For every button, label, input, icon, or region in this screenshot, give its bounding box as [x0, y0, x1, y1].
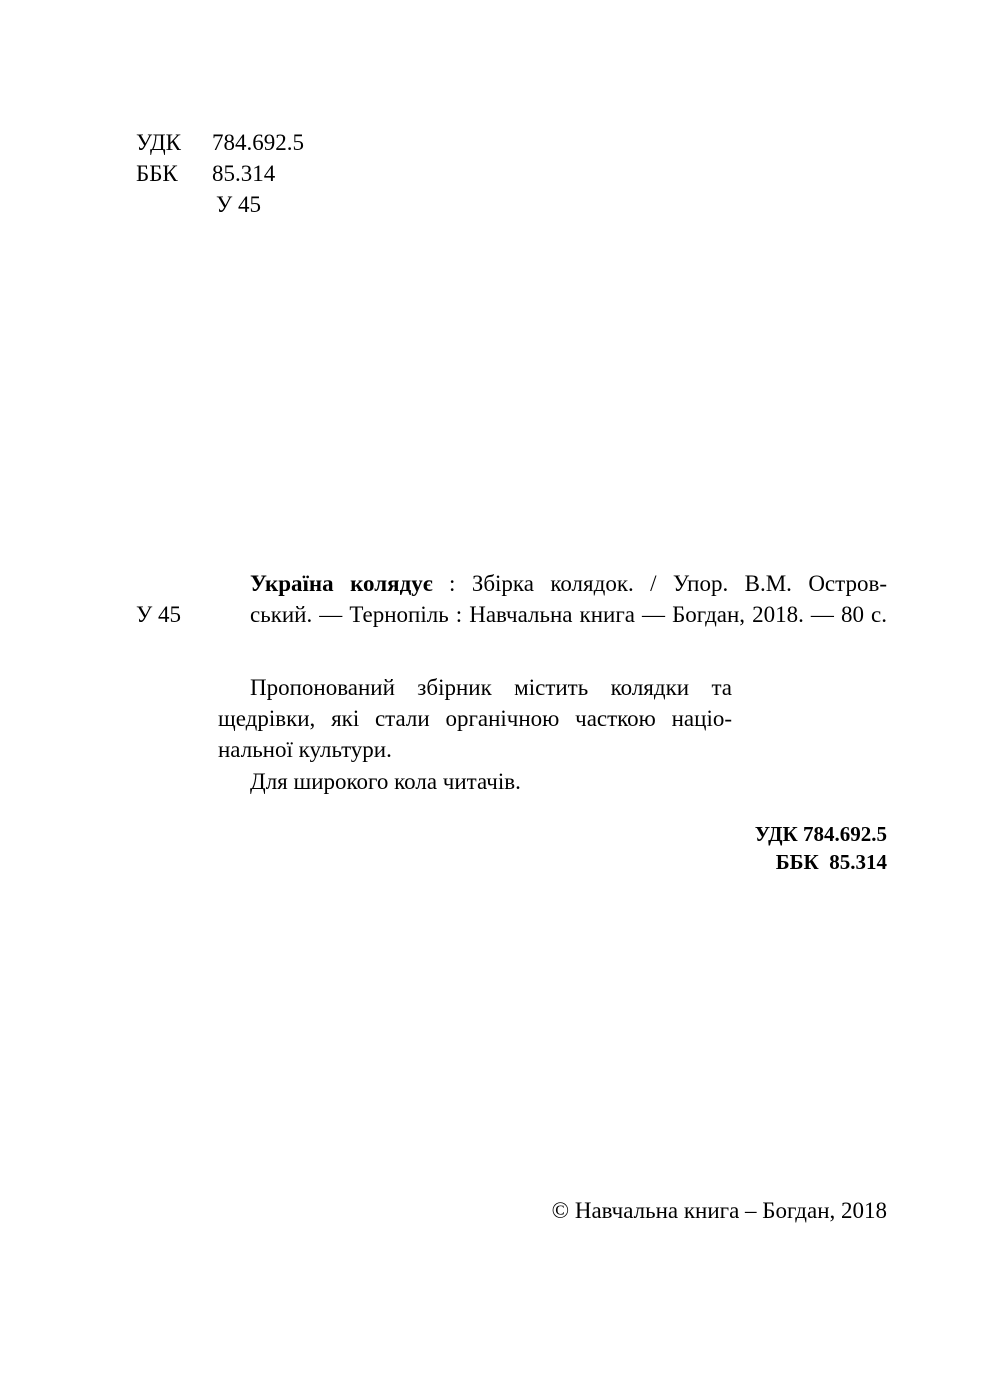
bbk-bottom: ББК 85.314: [775, 850, 887, 874]
annotation-line-3: нальної культури.: [218, 737, 392, 762]
author-mark: У 45: [136, 602, 182, 627]
copyright-notice: © Навчальна книга – Богдан, 2018: [551, 1198, 887, 1223]
udc-label: УДК: [136, 130, 181, 155]
udc-value: 784.692.5: [212, 130, 304, 155]
bibliography-details: : Збірка колядок. / Упор. В.М. Остров-: [432, 571, 887, 596]
bibliography-line-2: ський. — Тернопіль : Навчальна книга — Богдан, 2018. — 80 с.: [250, 602, 887, 627]
bbk-label: ББК: [136, 161, 178, 186]
bibliography-line-1: [250, 569, 887, 599]
author-mark-top: У 45: [216, 192, 262, 217]
udc-bottom: УДК 784.692.5: [754, 822, 887, 846]
annotation-line-2: щедрівки, які стали органічною часткою націо-: [218, 706, 732, 731]
annotation-line-4: Для широкого кола читачів.: [250, 769, 521, 794]
book-title: Україна колядує: [250, 571, 433, 596]
bbk-value: 85.314: [212, 161, 276, 186]
annotation-line-1: Пропонований збірник містить колядки та: [250, 675, 732, 700]
